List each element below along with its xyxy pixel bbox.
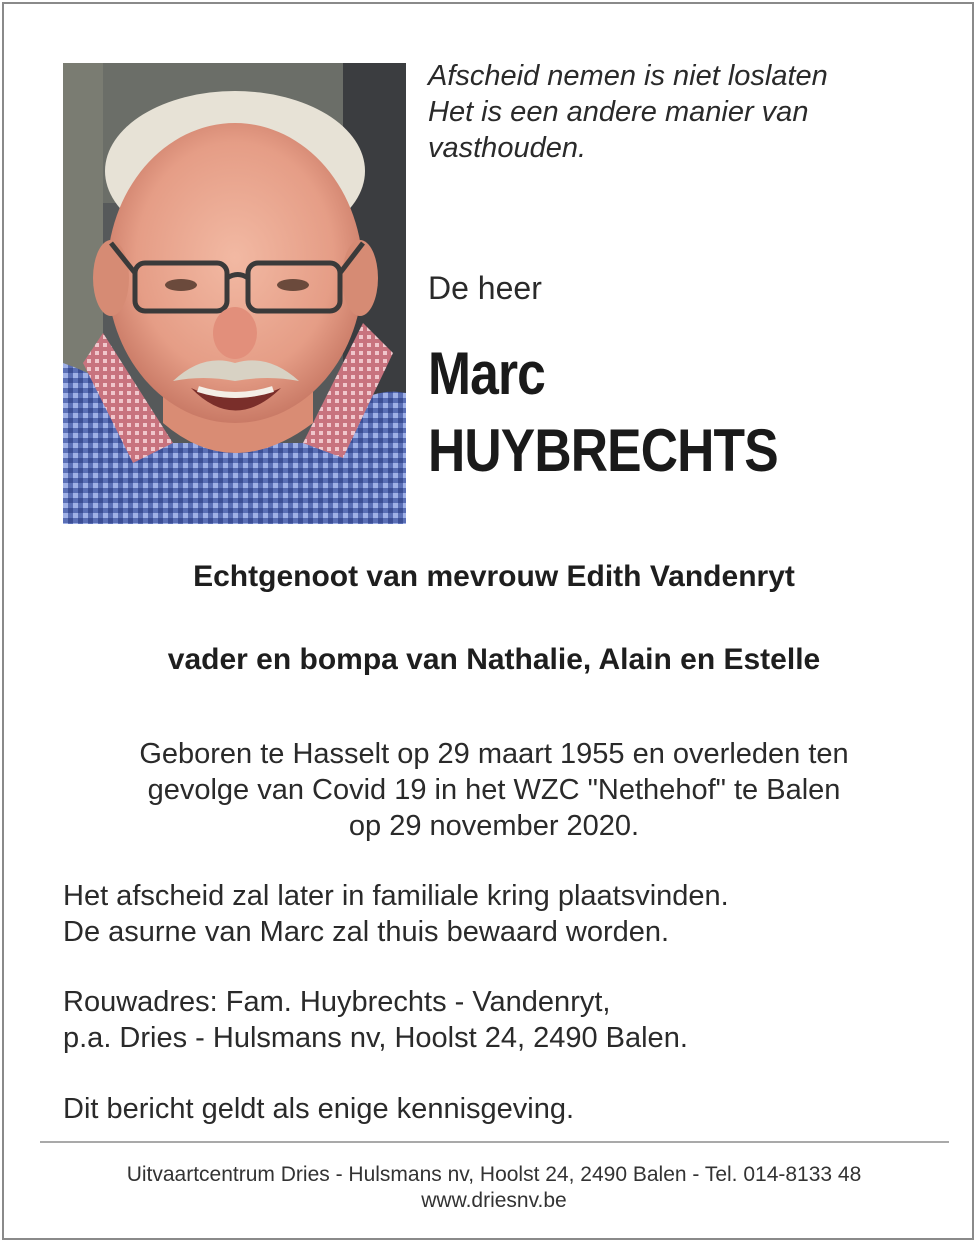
mourning-address: [63, 984, 943, 1056]
portrait-photo: [63, 63, 406, 524]
last-name: HUYBRECHTS: [428, 417, 778, 484]
address-line: p.a. Dries - Hulsmans nv, Hoolst 24, 2490 Balen.: [63, 1022, 688, 1054]
children-line: vader en bompa van Nathalie, Alain en Estelle: [167, 643, 821, 676]
obituary-card: [2, 2, 974, 1240]
farewell-line: De asurne van Marc zal thuis bewaard worden.: [63, 916, 670, 948]
quote-line: Afscheid nemen is niet loslaten: [428, 60, 828, 92]
salutation: De heer: [428, 270, 542, 306]
birth-death-line: Geboren te Hasselt op 29 maart 1955 en overleden ten: [139, 738, 849, 770]
first-name: Marc: [428, 340, 546, 407]
footer-divider: [40, 1141, 949, 1143]
address-line: Rouwadres: Fam. Huybrechts - Vandenryt,: [63, 986, 611, 1018]
farewell-line: Het afscheid zal later in familiale kring plaatsvinden.: [63, 880, 729, 912]
quote-line: vasthouden.: [428, 132, 587, 164]
birth-death-line: gevolge van Covid 19 in het WZC "Nethehof" te Balen: [147, 774, 841, 806]
quote-line: Het is een andere manier van: [428, 96, 809, 128]
notice-text: Dit bericht geldt als enige kennisgeving.: [63, 1093, 575, 1125]
funeral-home-info: Uitvaartcentrum Dries - Hulsmans nv, Hoolst 24, 2490 Balen - Tel. 014-8133 48: [126, 1163, 862, 1186]
birth-death-line: op 29 november 2020.: [348, 810, 640, 842]
spouse-line: Echtgenoot van mevrouw Edith Vandenryt: [193, 560, 795, 593]
funeral-home-website[interactable]: www.driesnv.be: [421, 1189, 567, 1212]
birth-death-info: [4, 736, 980, 844]
memorial-quote: [428, 58, 948, 166]
farewell-paragraph: [63, 878, 943, 950]
